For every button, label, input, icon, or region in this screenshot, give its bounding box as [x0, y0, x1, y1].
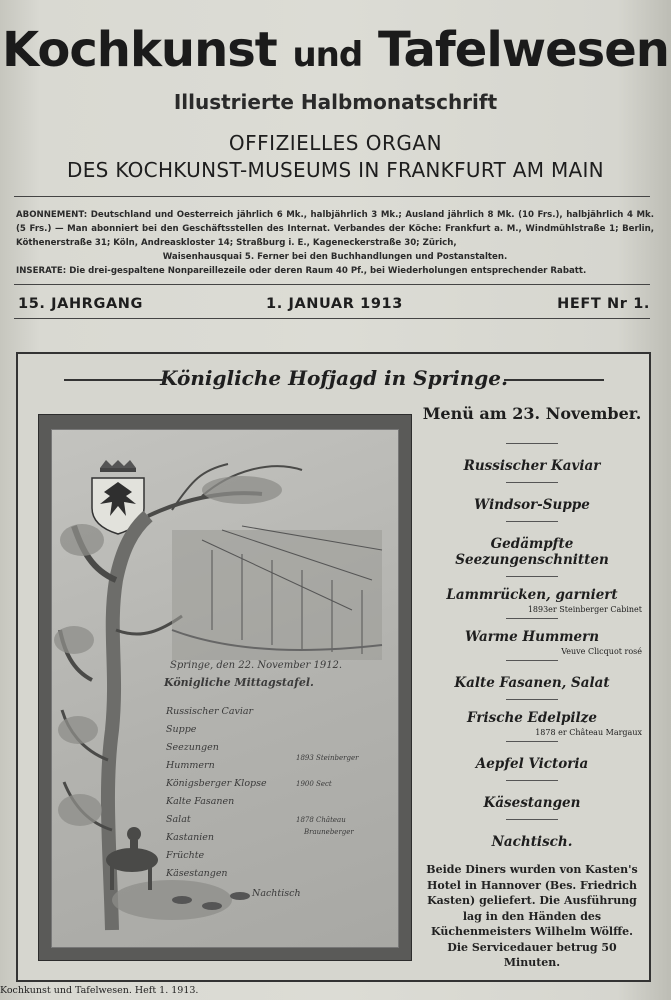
- handwritten-menu: [163, 660, 359, 899]
- dish-item: Warme Hummern: [464, 629, 600, 645]
- masthead-title: [0, 22, 671, 78]
- menu-heading: Menü am 23. November.: [422, 404, 642, 423]
- dish-wine: Veuve Clicquot rosé: [561, 647, 642, 656]
- menu-card-line: Seezungen: [166, 742, 219, 753]
- inserate-label: INSERATE:: [16, 266, 67, 276]
- feature-frame: [16, 352, 651, 982]
- menu-card-line: Königsberger Klopse: [166, 778, 267, 789]
- menu-card-line: Suppe: [166, 724, 197, 735]
- subscription-info: [16, 208, 654, 278]
- organ-line-1: OFFIZIELLES ORGAN: [228, 131, 443, 155]
- organ-line-2: DES KOCHKUNST-MUSEUMS IN FRANKFURT AM MAIN: [67, 158, 604, 182]
- divider: [14, 318, 650, 319]
- forest-scene: [172, 526, 382, 660]
- menu-card-line: Russischer Caviar: [166, 706, 254, 717]
- menu-card-wine: Brauneberger: [304, 828, 354, 836]
- page-footer: Kochkunst und Tafelwesen. Heft 1. 1913.: [0, 985, 199, 996]
- subtitle: Illustrierte Halbmonatschrift: [173, 90, 498, 114]
- heft-number: HEFT Nr 1.: [557, 296, 650, 312]
- subscription-label: ABONNEMENT:: [16, 210, 88, 220]
- caterer-note: Beide Diners wurden von Kasten's Hotel in Hannover (Bes. Friedrich Kasten) geliefert. Die Ausführung lag in den Händen des Küchenmeisters Wilhelm Wölffe. Die Servicedauer betrug 50 Minuten.: [426, 863, 638, 969]
- dish-wine: 1893er Steinberger Cabinet: [527, 605, 642, 614]
- dish-separator: [506, 699, 558, 700]
- menu-card-line: Nachtisch: [252, 888, 301, 899]
- menu-card-illustration: [52, 430, 398, 947]
- menu-list: [418, 404, 646, 858]
- menu-card-photo: [38, 414, 412, 961]
- dish-separator: [506, 660, 558, 661]
- subscription-text-2: Waisenhausquai 5. Ferner bei den Buchhandlungen und Postanstalten.: [162, 252, 508, 262]
- issue-date: 1. JANUAR 1913: [266, 296, 403, 312]
- jahrgang: 15. JAHRGANG: [18, 296, 144, 312]
- divider: [14, 196, 650, 197]
- dish-wine: 1878 er Château Margaux: [535, 728, 642, 737]
- dish-list: [418, 443, 646, 850]
- menu-card-line: Früchte: [166, 850, 205, 861]
- menu-card-line: Kastanien: [166, 832, 215, 843]
- menu-card-wine: 1900 Sect: [296, 780, 332, 788]
- title-word-1: Kochkunst: [2, 22, 277, 78]
- subscription-text: Deutschland und Oesterreich jährlich 6 Mk., halbjährlich 3 Mk.; Ausland jährlich 8 Mk. (10 Frs.), halbjährlich 4 Mk. (5 Frs.) — Man abonniert bei den Geschäftsstellen des Internat. Verbandes der Köche: Frankfurt a. M., Windmühlstraße 1; Berlin, Köthenerstraße 31; Köln, Andreaskloster 14; Straßburg i. E., Kageneckerstraße 30; Zürich,: [16, 210, 654, 248]
- menu-card-wine: 1878 Château: [296, 816, 346, 824]
- dish-separator: [506, 482, 558, 483]
- title-word-und: und: [292, 35, 363, 75]
- dish-separator: [506, 443, 558, 444]
- inserate-text: Die drei-gespaltene Nonpareillezeile oder deren Raum 40 Pf., bei Wiederholungen entsprechender Rabatt.: [69, 266, 587, 276]
- dish-separator: [506, 819, 558, 820]
- menu-card-line: Hummern: [166, 760, 215, 771]
- divider: [14, 284, 650, 285]
- menu-card-line: Käsestangen: [166, 868, 228, 879]
- menu-card-wine: 1893 Steinberger: [296, 754, 359, 762]
- dish-separator: [506, 780, 558, 781]
- dish-item: Nachtisch.: [491, 834, 573, 850]
- dish-item: Aepfel Victoria: [475, 756, 589, 772]
- dish-item: Lammrücken, garniert: [446, 587, 618, 603]
- dish-item: Kalte Fasanen, Salat: [454, 675, 610, 691]
- dish-separator: [506, 521, 558, 522]
- title-word-2: Tafelwesen: [377, 22, 669, 78]
- dish-item: Frische Edelpilze: [467, 710, 597, 726]
- issue-bar: [16, 296, 652, 316]
- feature-banner: Königliche Hofjagd in Springe.: [64, 366, 604, 390]
- menu-card-line: Kalte Fasanen: [166, 796, 235, 807]
- dish-item: Windsor-Suppe: [474, 497, 590, 513]
- menu-card: [51, 429, 399, 948]
- dish-item: Gedämpfte Seezungenschnitten: [455, 536, 609, 568]
- menu-card-line: Springe, den 22. November 1912.: [170, 660, 343, 671]
- dish-item: Käsestangen: [483, 795, 581, 811]
- dish-separator: [506, 576, 558, 577]
- dish-separator: [506, 741, 558, 742]
- dish-separator: [506, 618, 558, 619]
- menu-card-line: Salat: [166, 814, 191, 825]
- dish-item: Russischer Kaviar: [463, 458, 601, 474]
- menu-card-line: Königliche Mittagstafel.: [164, 676, 314, 689]
